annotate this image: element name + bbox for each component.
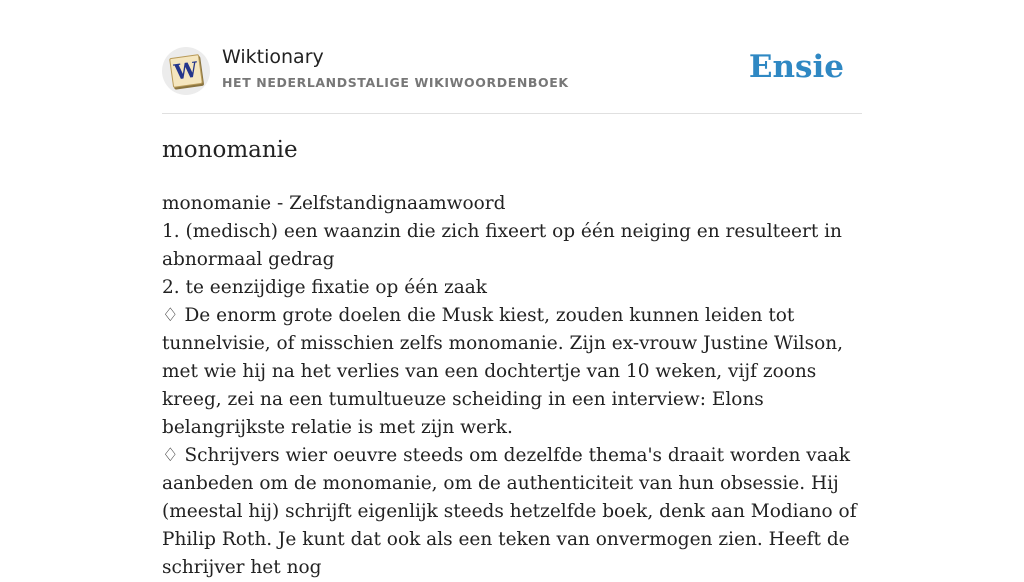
site-header <box>162 44 862 96</box>
example-item: ♢ De enorm grote doelen die Musk kiest, zouden kunnen leiden tot tunnelvisie, of misschien zelfs monomanie. Zijn ex-vrouw Justine Wilson, met wie hij na het verlies van een dochtertje van 10 weken, vijf zoons kreeg, zei na een tumultueuze scheiding in een interview: Elons belangrijkste relatie is met zijn werk. <box>162 305 844 438</box>
page <box>162 0 862 578</box>
site-subtitle: HET NEDERLANDSTALIGE WIKIWOORDENBOEK <box>222 75 569 90</box>
header-divider <box>162 113 862 114</box>
entry-body <box>162 190 862 582</box>
site-title[interactable]: Wiktionary <box>222 46 324 68</box>
part-of-speech-line: monomanie - Zelfstandignaamwoord <box>162 193 506 214</box>
wiktionary-tile-icon: W <box>169 54 203 88</box>
definition-item: 1. (medisch) een waanzin die zich fixeert op één neiging en resulteert in abnormaal gedrag <box>162 221 842 270</box>
wiktionary-logo[interactable] <box>162 47 210 95</box>
definition-item: 2. te eenzijdige fixatie op één zaak <box>162 277 487 298</box>
example-item: ♢ Schrijvers wier oeuvre steeds om dezelfde thema's draait worden vaak aanbeden om de monomanie, om de authenticiteit van hun obsessie. Hij (meestal hij) schrijft eigenlijk steeds hetzelfde boek, denk aan Modiano of Philip Roth. Je kunt dat ook als een teken van onvermogen zien. Heeft de schrijver het nog <box>162 445 857 578</box>
page-title: monomanie <box>162 137 298 163</box>
ensie-brand-logo[interactable]: Ensie <box>748 49 844 85</box>
